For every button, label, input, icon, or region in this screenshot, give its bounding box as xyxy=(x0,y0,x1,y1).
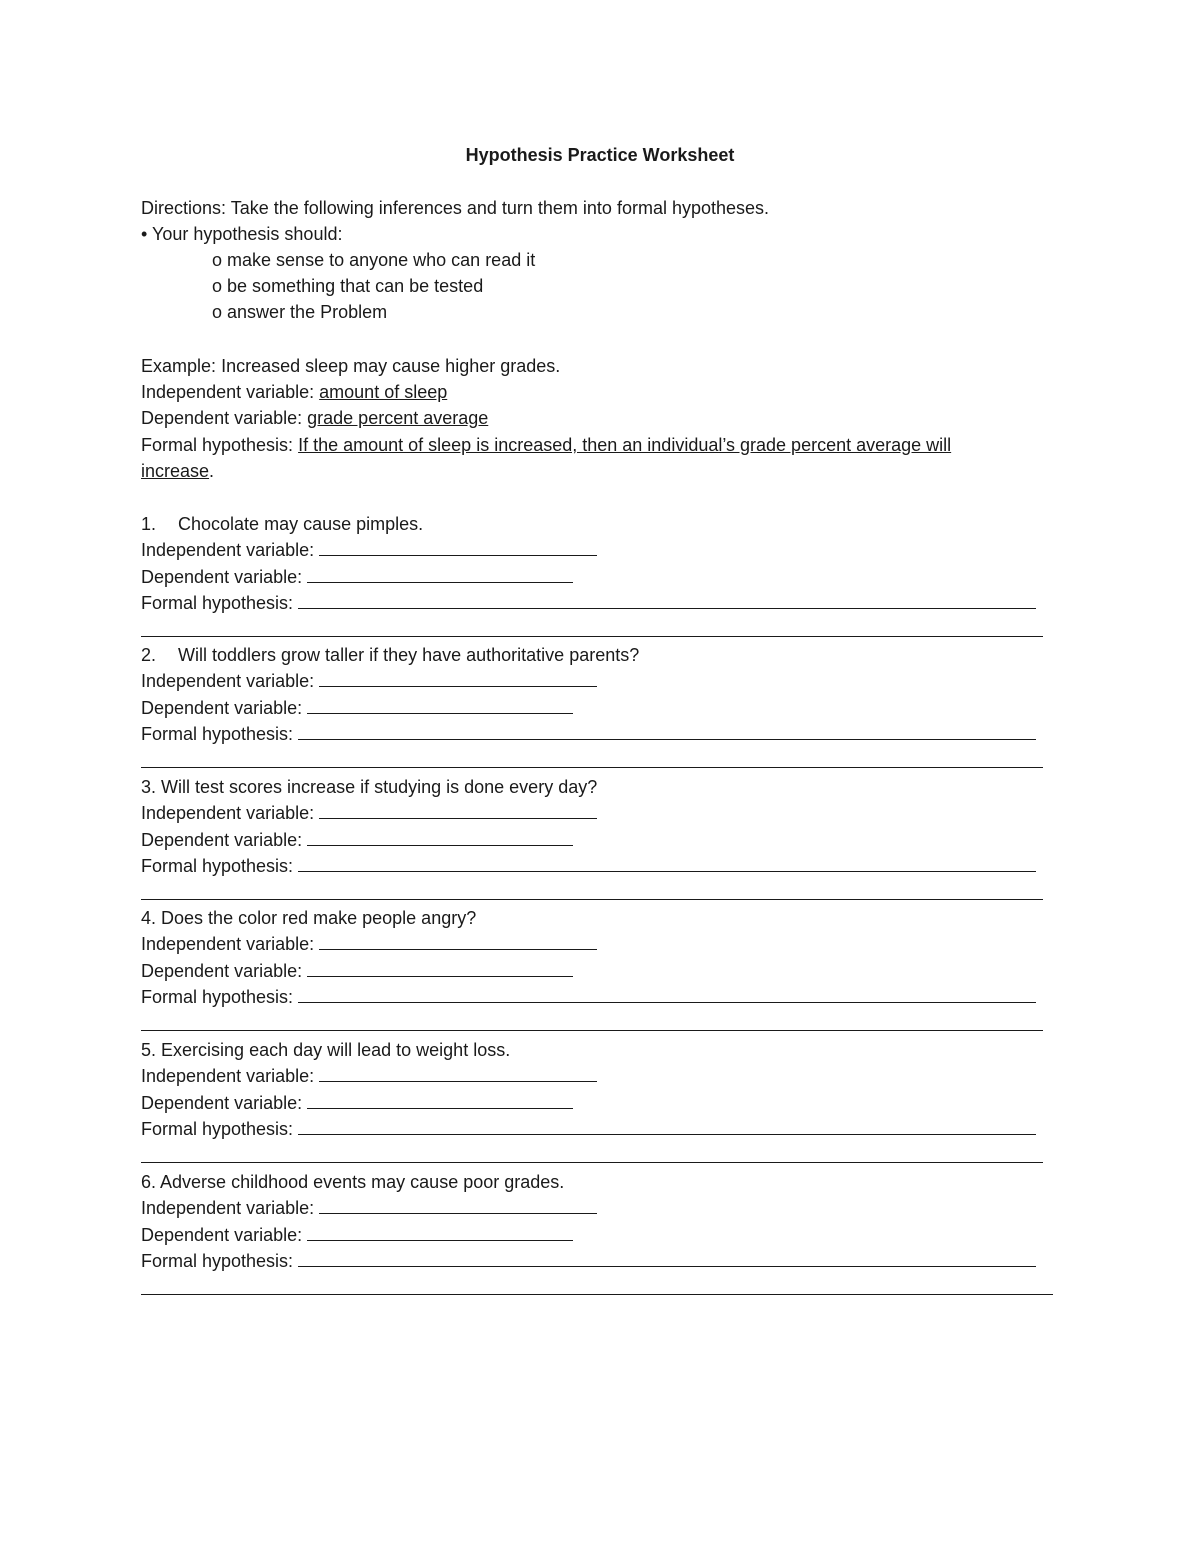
iv-label: Independent variable: xyxy=(141,1066,315,1087)
dv-answer-blank[interactable] xyxy=(307,1222,573,1241)
question-number: 1. xyxy=(141,514,157,534)
bullet-text: Your hypothesis should: xyxy=(152,224,343,244)
bullet-icon: • xyxy=(141,224,148,244)
example-text: Increased sleep may cause higher grades. xyxy=(221,356,561,376)
iv-line xyxy=(141,931,597,957)
question-line xyxy=(141,1169,564,1195)
directions-label: Directions: xyxy=(141,198,227,218)
iv-line xyxy=(141,1195,597,1221)
example-dv-line xyxy=(141,405,488,431)
example-fh-end: . xyxy=(209,461,215,481)
dv-label: Dependent variable: xyxy=(141,960,303,981)
iv-answer-blank[interactable] xyxy=(319,668,597,687)
iv-label: Independent variable: xyxy=(141,540,315,561)
question-line xyxy=(141,642,639,668)
example-iv-label: Independent variable: xyxy=(141,382,315,402)
fh-answer-blank[interactable] xyxy=(298,721,1036,740)
fh-answer-continuation-line[interactable] xyxy=(141,1030,1043,1031)
fh-answer-blank[interactable] xyxy=(298,1248,1036,1267)
iv-answer-blank[interactable] xyxy=(319,800,597,819)
iv-label: Independent variable: xyxy=(141,803,315,824)
fh-answer-blank[interactable] xyxy=(298,1116,1036,1135)
directions-text: Take the following inferences and turn them into formal hypotheses. xyxy=(230,198,770,218)
fh-label: Formal hypothesis: xyxy=(141,856,294,877)
fh-line xyxy=(141,1116,1036,1142)
fh-label: Formal hypothesis: xyxy=(141,987,294,1008)
directions-line xyxy=(141,195,769,221)
directions-bullet-line xyxy=(141,221,342,247)
question-text: Will toddlers grow taller if they have authoritative parents? xyxy=(178,645,640,665)
question-line xyxy=(141,1037,510,1063)
sub-item-marker: o xyxy=(212,250,223,270)
dv-answer-blank[interactable] xyxy=(307,827,573,846)
question-line xyxy=(141,905,476,931)
example-fh-line xyxy=(141,432,951,458)
dv-line xyxy=(141,958,573,984)
fh-answer-blank[interactable] xyxy=(298,853,1036,872)
dv-line xyxy=(141,1090,573,1116)
sub-item-text: make sense to anyone who can read it xyxy=(227,250,536,270)
question-line xyxy=(141,774,597,800)
iv-label: Independent variable: xyxy=(141,671,315,692)
dv-line xyxy=(141,564,573,590)
question-number: 4. xyxy=(141,908,157,928)
example-label: Example: xyxy=(141,356,217,376)
directions-sub-item xyxy=(212,247,535,273)
example-dv-value: grade percent average xyxy=(307,408,489,428)
sub-item-marker: o xyxy=(212,302,223,322)
iv-label: Independent variable: xyxy=(141,1198,315,1219)
fh-answer-continuation-line[interactable] xyxy=(141,899,1043,900)
question-text: Adverse childhood events may cause poor grades. xyxy=(160,1172,565,1192)
iv-answer-blank[interactable] xyxy=(319,1063,597,1082)
example-line xyxy=(141,353,560,379)
question-number: 2. xyxy=(141,645,157,665)
iv-answer-blank[interactable] xyxy=(319,1195,597,1214)
fh-label: Formal hypothesis: xyxy=(141,1251,294,1272)
example-fh-value: If the amount of sleep is increased, then an individual’s grade percent average will xyxy=(298,435,952,455)
fh-line xyxy=(141,1248,1036,1274)
dv-answer-blank[interactable] xyxy=(307,1090,573,1109)
dv-answer-blank[interactable] xyxy=(307,695,573,714)
example-fh-label: Formal hypothesis: xyxy=(141,435,294,455)
question-line xyxy=(141,511,423,537)
dv-label: Dependent variable: xyxy=(141,566,303,587)
dv-label: Dependent variable: xyxy=(141,1224,303,1245)
iv-line xyxy=(141,668,597,694)
directions-sub-item xyxy=(212,273,483,299)
example-iv-value: amount of sleep xyxy=(319,382,448,402)
question-text: Will test scores increase if studying is done every day? xyxy=(161,777,598,797)
dv-answer-blank[interactable] xyxy=(307,958,573,977)
fh-label: Formal hypothesis: xyxy=(141,724,294,745)
fh-line xyxy=(141,853,1036,879)
sub-item-text: be something that can be tested xyxy=(227,276,484,296)
fh-answer-continuation-line[interactable] xyxy=(141,1162,1043,1163)
dv-label: Dependent variable: xyxy=(141,1092,303,1113)
iv-line xyxy=(141,1063,597,1089)
iv-label: Independent variable: xyxy=(141,934,315,955)
iv-line xyxy=(141,800,597,826)
iv-answer-blank[interactable] xyxy=(319,931,597,950)
example-fh-line-2 xyxy=(141,458,214,484)
fh-line xyxy=(141,590,1036,616)
fh-answer-continuation-line[interactable] xyxy=(141,1294,1053,1295)
example-fh-value-cont: increase xyxy=(141,461,210,481)
fh-answer-continuation-line[interactable] xyxy=(141,636,1043,637)
fh-line xyxy=(141,721,1036,747)
fh-answer-continuation-line[interactable] xyxy=(141,767,1043,768)
question-number: 6. xyxy=(141,1172,157,1192)
fh-answer-blank[interactable] xyxy=(298,984,1036,1003)
dv-line xyxy=(141,827,573,853)
directions-sub-item xyxy=(212,299,387,325)
iv-answer-blank[interactable] xyxy=(319,537,597,556)
question-text: Chocolate may cause pimples. xyxy=(178,514,424,534)
dv-line xyxy=(141,1222,573,1248)
iv-line xyxy=(141,537,597,563)
dv-line xyxy=(141,695,573,721)
example-iv-line xyxy=(141,379,447,405)
question-number: 3. xyxy=(141,777,157,797)
sub-item-marker: o xyxy=(212,276,223,296)
dv-label: Dependent variable: xyxy=(141,829,303,850)
dv-answer-blank[interactable] xyxy=(307,564,573,583)
example-dv-label: Dependent variable: xyxy=(141,408,303,428)
question-text: Does the color red make people angry? xyxy=(161,908,477,928)
fh-answer-blank[interactable] xyxy=(298,590,1036,609)
page-title: Hypothesis Practice Worksheet xyxy=(465,145,735,165)
question-text: Exercising each day will lead to weight loss. xyxy=(161,1040,511,1060)
question-number: 5. xyxy=(141,1040,157,1060)
fh-line xyxy=(141,984,1036,1010)
fh-label: Formal hypothesis: xyxy=(141,1119,294,1140)
sub-item-text: answer the Problem xyxy=(227,302,388,322)
fh-label: Formal hypothesis: xyxy=(141,593,294,614)
dv-label: Dependent variable: xyxy=(141,697,303,718)
